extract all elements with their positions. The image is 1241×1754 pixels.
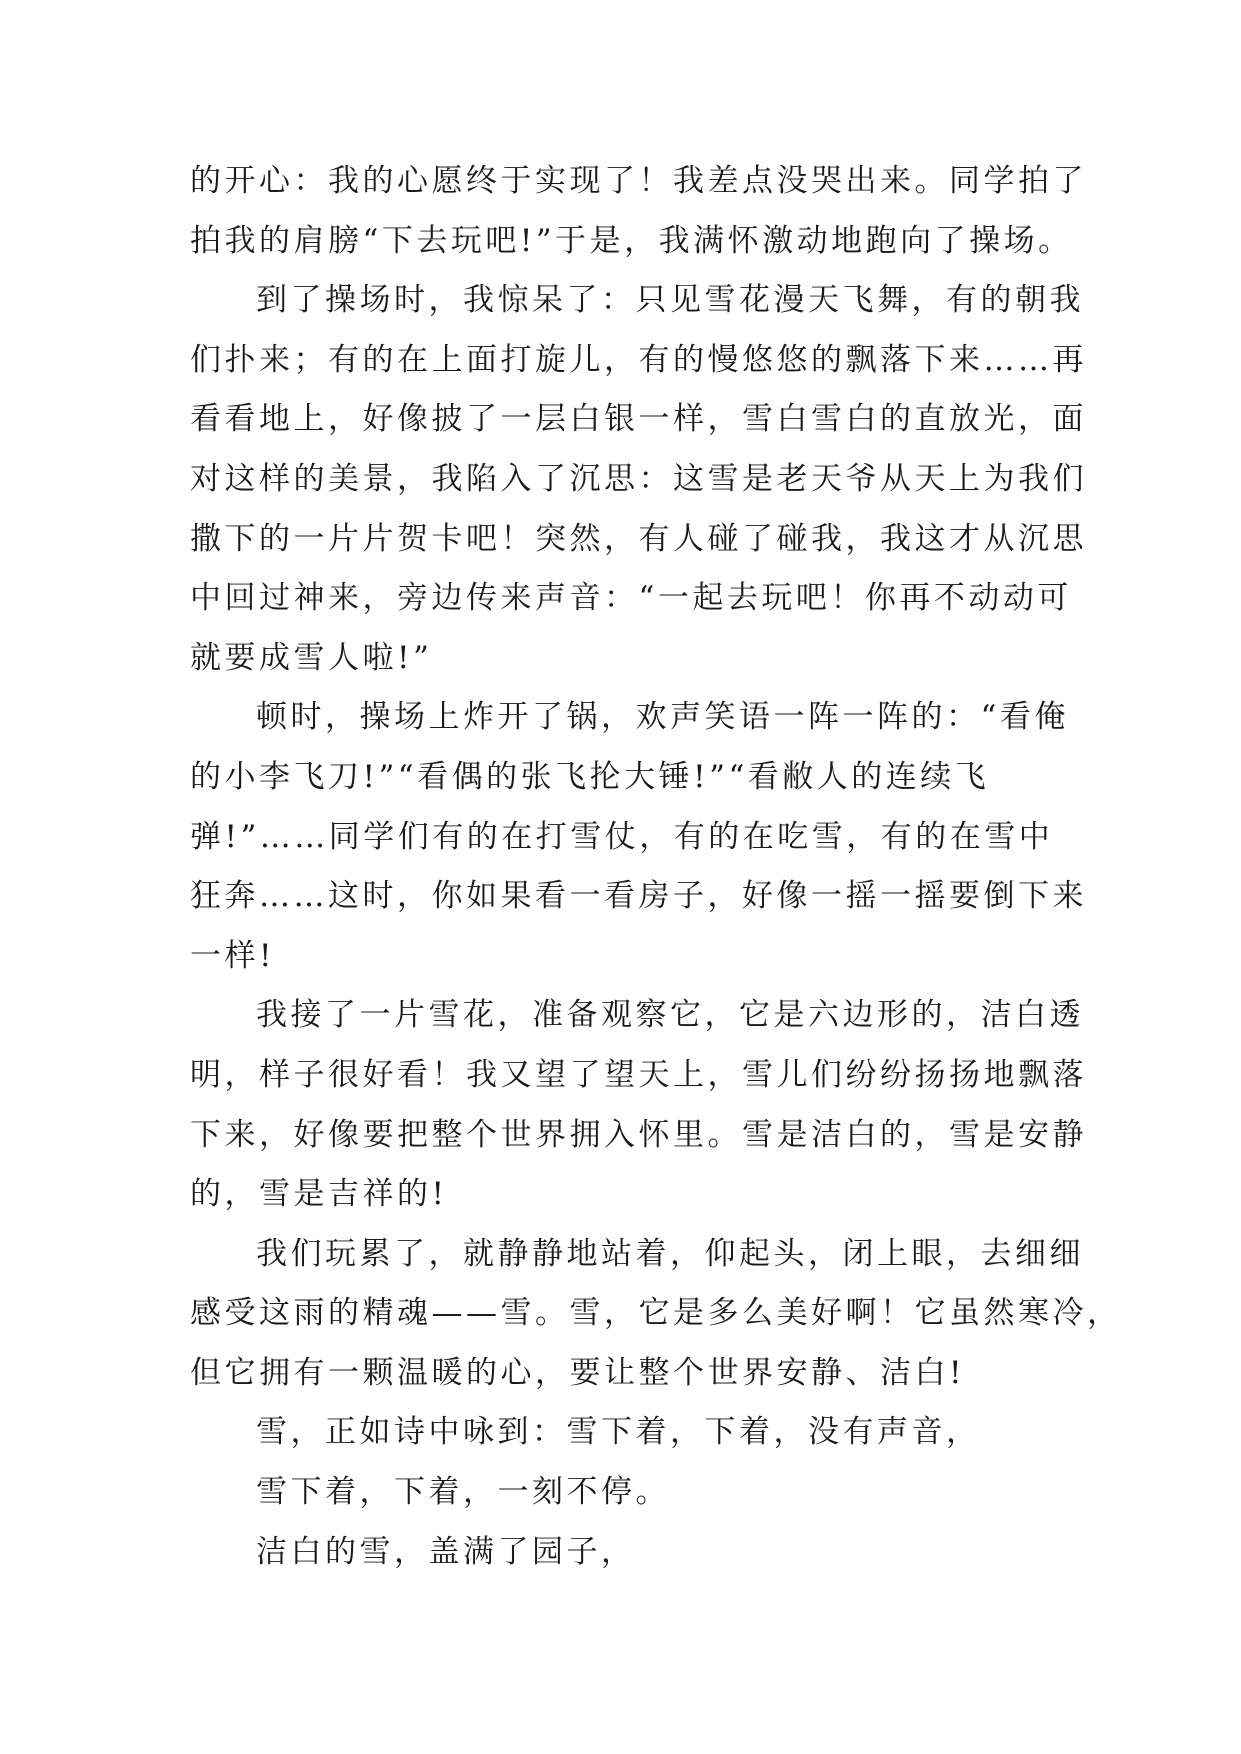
text-line: 雪下着，下着，一刻不停。 [256,1474,670,1511]
text-line: 的小李飞刀!”“看偶的张飞抡大锤!”“看敝人的连续飞 [190,758,990,795]
text-line: 拍我的肩膀“下去玩吧!”于是，我满怀激动地跑向了操场。 [190,222,1073,259]
text-line: 感受这雨的精魂——雪。雪，它是多么美好啊！它虽然寒冷， [190,1295,1122,1332]
text-line: 洁白的雪，盖满了园子， [256,1533,636,1570]
text-line: 下来，好像要把整个世界拥入怀里。雪是洁白的，雪是安静 [190,1116,1087,1153]
text-line: 看看地上，好像披了一层白银一样，雪白雪白的直放光，面 [190,401,1087,438]
essay-body [190,152,1122,1582]
text-line: 但它拥有一颗温暖的心，要让整个世界安静、洁白! [190,1354,965,1391]
text-line: 的，雪是吉祥的! [190,1176,448,1213]
text-line: 我接了一片雪花，准备观察它，它是六边形的，洁白透 [256,997,1084,1034]
text-line: 就要成雪人啦!” [190,639,433,676]
text-line: 顿时，操场上炸开了锅，欢声笑语一阵一阵的：“看俺 [256,699,1069,736]
text-line: 对这样的美景，我陷入了沉思：这雪是老天爷从天上为我们 [190,460,1087,497]
text-line: 中回过神来，旁边传来声音：“一起去玩吧！你再不动动可 [190,580,1072,617]
text-line: 明，样子很好看！我又望了望天上，雪儿们纷纷扬扬地飘落 [190,1056,1087,1093]
text-line: 狂奔……这时，你如果看一看房子，好像一摇一摇要倒下来 [190,878,1087,915]
text-line: 到了操场时，我惊呆了：只见雪花漫天飞舞，有的朝我 [256,282,1084,319]
text-line: 的开心：我的心愿终于实现了！我差点没哭出来。同学拍了 [190,163,1087,199]
text-line: 我们玩累了，就静静地站着，仰起头，闭上眼，去细细 [256,1235,1084,1272]
text-line: 雪，正如诗中咏到：雪下着，下着，没有声音， [256,1414,981,1451]
text-line: 一样! [190,937,275,974]
text-line: 撒下的一片片贺卡吧！突然，有人碰了碰我，我这才从沉思 [190,520,1087,557]
text-line: 弹!”……同学们有的在打雪仗，有的在吃雪，有的在雪中 [190,818,1054,855]
text-line: 们扑来；有的在上面打旋儿，有的慢悠悠的飘落下来……再 [190,341,1087,378]
